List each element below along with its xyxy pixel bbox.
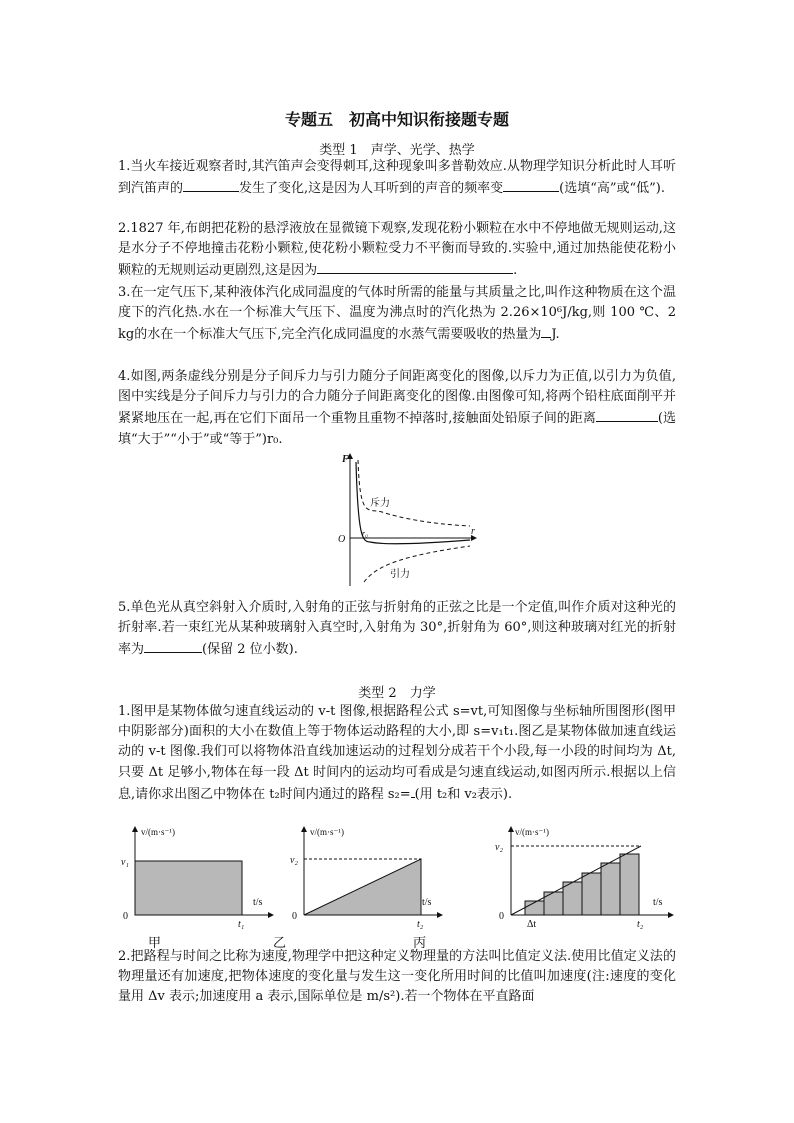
answer-blank (317, 259, 513, 274)
question-5-text-b: (保留 2 位小数). (202, 642, 298, 658)
attraction-label: 引力 (390, 569, 410, 580)
mechanics-question-2 (118, 947, 676, 1008)
y-axis-label: v/(m·s⁻¹) (515, 827, 549, 837)
y-axis-label: F (342, 454, 349, 465)
delta-t-label: Δt (527, 919, 537, 930)
r0-label: r₀ (362, 529, 368, 538)
shaded-area (304, 859, 421, 915)
repulsion-curve (358, 460, 470, 526)
t2-label: t₂ (417, 919, 424, 930)
question-3-text-a: 3.在一定气压下,某种液体汽化成同温度的气体时所需的能量与其质量之比,叫作这种物质在这个温度下的汽化热.水在一个标准大气压下、温度为沸点时的汽化热为 2.26×10⁶J/kg,则 100 ℃、2 kg的水在一个标准大气压下,完全汽化成同温度的水蒸气需要吸收的热量为 (118, 285, 676, 343)
section-heading-1: 类型 1 声学、光学、热学 (319, 143, 475, 158)
v2-label: v₂ (495, 842, 503, 853)
x-axis-label: t/s (653, 897, 663, 908)
mechanics-question-2-text: 2.把路程与时间之比称为速度,物理学中把这种定义物理量的方法叫比值定义法.使用比值定义法的物理量还有加速度,把物体速度的变化量与发生这一变化所用时间的比值叫加速度(注:速度的变化量用 Δv 表示;加速度用 a 表示,国际单位是 m/s²).若一个物体在平直路面 (118, 949, 676, 1005)
t2-label: t₂ (637, 919, 644, 930)
t1-label: t₁ (238, 919, 245, 930)
molecular-force-figure (330, 450, 480, 590)
x-axis-label: t/s (253, 897, 263, 908)
question-1 (118, 157, 676, 199)
question-2-text-a: 2.1827 年,布朗把花粉的悬浮液放在显微镜下观察,发现花粉小颗粒在水中不停地做无规则运动,这是水分子不停地撞击花粉小颗粒,使花粉小颗粒受力不平衡而导致的.实验中,通过加热能使花粉小颗粒的无规则运动更剧烈,这是因为 (118, 221, 676, 279)
answer-blank (596, 407, 658, 422)
graph-bing (493, 823, 678, 933)
caption-jia: 甲 (148, 936, 162, 951)
question-5 (118, 598, 676, 661)
answer-blank (183, 177, 239, 192)
y-axis-label: v/(m·s⁻¹) (310, 827, 344, 837)
origin-label: 0 (123, 911, 128, 922)
mechanics-question-1-text-a: 1.图甲是某物体做匀速直线运动的 v-t 图像,根据路程公式 s=vt,可知图像与坐标轴所围图形(图甲中阴影部分)面积的大小在数值上等于物体运动路程的大小,即 s=v₁t₁.图乙是某物体做加速直线运动的 v-t 图像.我们可以将物体沿直线加速运动的过程划分成若干个小段,每一小段的时间均为 Δt,只要 Δt 足够小,物体在每一段 Δt 时间内的运动均可看成是匀速直线运动,如图丙所示.根据以上信息,请你求出图乙中物体在 t₂时间内通过的路程 s₂= (118, 704, 676, 802)
v2-label: v₂ (290, 855, 298, 866)
origin-label: 0 (292, 911, 297, 922)
answer-blank (144, 638, 202, 653)
step-bar (563, 882, 582, 915)
question-2-text-b: . (513, 263, 518, 279)
graph-jia (117, 823, 277, 933)
v1-label: v₁ (121, 857, 129, 868)
question-2 (118, 219, 676, 282)
step-bars (525, 854, 639, 915)
page-title: 专题五 初高中知识衔接题专题 (284, 110, 509, 129)
question-5-text-a: 5.单色光从真空斜射入介质时,入射角的正弦与折射角的正弦之比是一个定值,叫作介质对这种光的折射率.若一束红光从某种玻璃射入真空时,入射角为 30°,折射角为 60°,则这种玻璃对红光的折射率为 (118, 600, 676, 658)
step-bar (582, 873, 601, 915)
question-4-text-b: (选填“大于”“小于”或“等于”)r₀. (118, 411, 677, 447)
question-4-text-a: 4.如图,两条虚线分别是分子间斥力与引力随分子间距离变化的图像,以斥力为正值,以引力为负值,图中实线是分子间斥力与引力的合力随分子间距离变化的图像.由图像可知,将两个铅柱底面削平并紧紧地压在一起,再在它们下面吊一个重物且重物不掉落时,接触面处铅原子间的距离 (118, 369, 676, 427)
origin-label: O (338, 534, 346, 545)
mechanics-question-1 (118, 702, 676, 805)
mechanics-question-1-text-b: (用 t₂和 v₂表示). (414, 786, 513, 802)
question-3 (118, 283, 676, 346)
caption-bing: 丙 (413, 936, 427, 951)
step-bar (620, 854, 639, 915)
answer-blank (541, 323, 551, 338)
section-heading-2: 类型 2 力学 (358, 686, 436, 701)
x-axis-label: r (471, 526, 475, 537)
step-bar (525, 901, 544, 915)
caption-yi: 乙 (273, 936, 287, 951)
question-1-text-b: 发生了变化,这是因为人耳听到的声音的频率变 (239, 181, 504, 197)
question-4 (118, 367, 676, 450)
x-axis-label: t/s (422, 897, 432, 908)
question-1-text-a: 1.当火车接近观察者时,其汽笛声会变得刺耳,这种现象叫多普勒效应.从物理学知识分析此时人耳听到汽笛声的 (118, 159, 676, 197)
question-3-text-b: J. (551, 327, 560, 343)
y-axis-label: v/(m·s⁻¹) (141, 827, 175, 837)
origin-label: 0 (499, 911, 504, 922)
answer-blank (503, 177, 559, 192)
shaded-area (135, 861, 242, 915)
attraction-curve (364, 546, 470, 582)
question-1-text-c: (选填“高”或“低”). (559, 181, 666, 197)
step-bar (601, 863, 620, 915)
graph-yi (286, 823, 446, 933)
repulsion-label: 斥力 (370, 498, 390, 509)
